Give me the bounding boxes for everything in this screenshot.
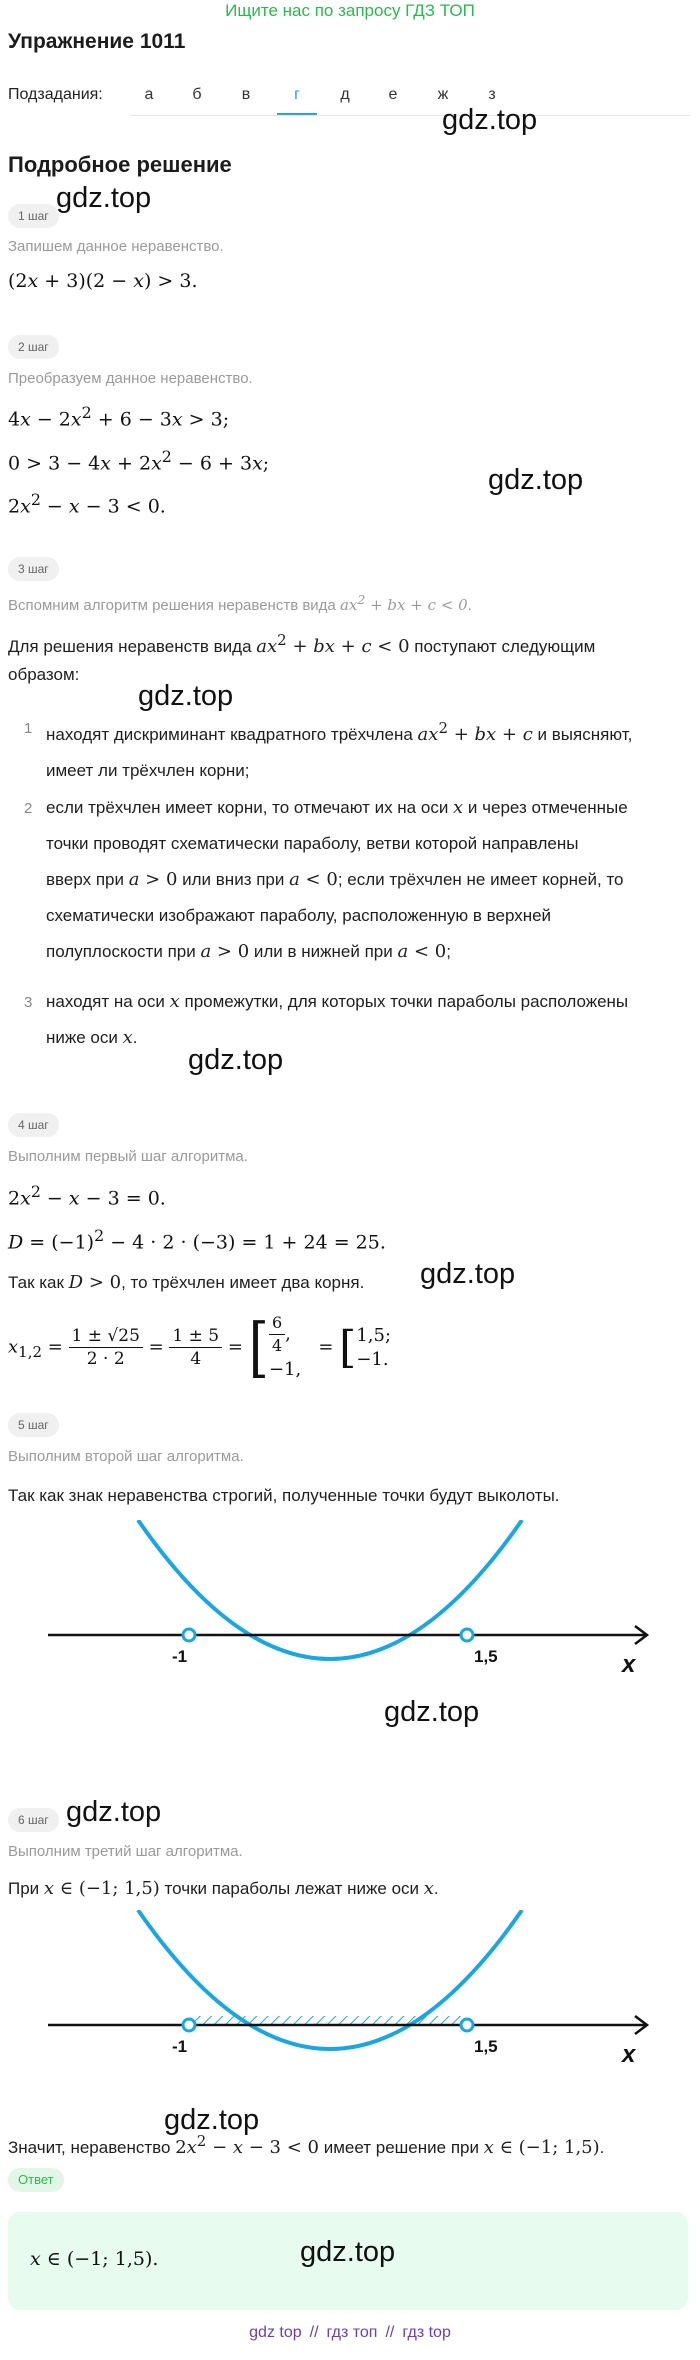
right-root-point <box>461 1629 473 1641</box>
step-2-formula-1: $4x - 2x^2 + 6 - 3x > 3$; <box>8 403 230 431</box>
step-4-roots: $x_{1,2}$ = $\frac{1 \pm √25}{2 \cdot 2}$ = $\frac{1 \pm 5}{4}$ = [ $\frac{6}{4}$ , −1, = [1,5; −1. <box>8 1310 392 1385</box>
page-title: Упражнение 1011 <box>8 30 186 53</box>
text-b: точки параболы лежат ниже оси <box>159 1879 424 1898</box>
right-root-label: 1,5 <box>474 1647 498 1666</box>
list-item: находят на оси x промежутки, для которых точки параболы расположены ниже оси x. <box>46 991 629 1048</box>
left-root-point <box>183 1629 195 1641</box>
step-6-hint: Выполним третий шаг алгоритма. <box>8 1843 243 1860</box>
footer-link-3[interactable]: гдз top <box>402 2324 451 2341</box>
tab-d[interactable]: д <box>340 86 350 103</box>
tab-g[interactable]: г <box>294 86 300 103</box>
step-2-hint: Преобразуем данное неравенство. <box>8 370 253 387</box>
parabola-graph-1 <box>0 1520 700 1700</box>
search-banner[interactable]: Ищите нас по запросу ГДЗ ТОП <box>225 1 475 20</box>
footer-separator: // <box>309 2324 319 2341</box>
text-a: Так как <box>8 1273 69 1292</box>
watermark: gdz.top <box>442 104 538 136</box>
watermark: gdz.top <box>66 1796 162 1828</box>
tab-z[interactable]: з <box>488 86 496 103</box>
tab-b[interactable]: б <box>192 86 202 103</box>
concl-a: Значит, неравенство <box>8 2138 176 2157</box>
step-1-hint: Запишем данное неравенство. <box>8 238 224 255</box>
list-text: промежутки, для которых точки параболы расположены <box>179 992 629 1011</box>
step-4-formula-2: $D = (-1)^2 - 4 \cdot 2 \cdot (-3) = 1 + 24 = 25$. <box>8 1226 386 1254</box>
list-text: или вниз при <box>177 870 290 889</box>
step-5-text: Так как знак неравенства строгий, полученные точки будут выколоты. <box>8 1486 560 1505</box>
concl-c: . <box>599 2138 605 2157</box>
answer-badge: Ответ <box>8 2168 64 2192</box>
list-text: находят дискриминант квадратного трёхчлена <box>46 725 418 744</box>
watermark: gdz.top <box>420 1258 516 1290</box>
list-text: схематически изображают параболу, расположенную в верхней <box>46 906 552 925</box>
footer-link-2[interactable]: гдз топ <box>326 2324 378 2341</box>
list-text: имеет ли трёхчлен корни; <box>46 761 250 780</box>
axis-label: x <box>622 2041 636 2068</box>
intro-text-b: поступают следующим <box>409 637 596 656</box>
step-6-badge: 6 шаг <box>8 1808 59 1832</box>
step-2-formula-2: $0 > 3 - 4x + 2x^2 - 6 + 3x$; <box>8 447 270 475</box>
list-text: полуплоскости при <box>46 942 201 961</box>
intro-text-a: Для решения неравенств вида <box>8 637 257 656</box>
step-6-text: При x ∈ (−1; 1,5) точки параболы лежат ниже оси x. <box>8 1878 439 1899</box>
step-5-badge: 5 шаг <box>8 1413 59 1437</box>
list-text: ; <box>446 942 451 961</box>
tab-v[interactable]: в <box>241 86 251 103</box>
left-root-label: -1 <box>172 2037 188 2056</box>
watermark: gdz.top <box>488 464 584 496</box>
step-2-formula-3: $2x^2 - x - 3 < 0$. <box>8 490 166 518</box>
step-3-intro-1: Для решения неравенств вида $ax^2$ + bx + c < 0 поступают следующим <box>8 631 596 657</box>
watermark: gdz.top <box>164 2104 260 2136</box>
list-text: или в нижней при <box>249 942 398 961</box>
step-3-hint: Вспомним алгоритм решения неравенств вида $ax^2$ + bx + c < 0. <box>8 592 472 614</box>
footer-separator: // <box>385 2324 395 2341</box>
active-tab-indicator <box>277 113 317 115</box>
step-2-badge: 2 шаг <box>8 335 59 359</box>
step-3-badge: 3 шаг <box>8 557 59 581</box>
tab-zh[interactable]: ж <box>437 86 449 103</box>
parabola-graph-2 <box>0 1910 700 2090</box>
concl-b: имеет решение при <box>319 2138 484 2157</box>
footer-link-1[interactable]: gdz top <box>249 2324 302 2341</box>
list-text: и выясняют, <box>532 725 633 744</box>
right-root-label: 1,5 <box>474 2037 498 2056</box>
list-item-number: 3 <box>24 994 33 1011</box>
step-6-conclusion: Значит, неравенство $2x^2 - x - 3 < 0$ имеет решение при x ∈ (−1; 1,5). <box>8 2132 605 2158</box>
step-4-formula-1: $2x^2 - x - 3 = 0$. <box>8 1182 166 1210</box>
answer-value: x ∈ (−1; 1,5). <box>30 2248 159 2270</box>
right-root-point <box>461 2019 473 2031</box>
text-b: , то трёхчлен имеет два корня. <box>121 1273 365 1292</box>
list-text: ниже оси <box>46 1028 123 1047</box>
watermark: gdz.top <box>56 182 152 214</box>
step-4-badge: 4 шаг <box>8 1113 59 1137</box>
tab-e[interactable]: е <box>388 86 398 103</box>
left-root-point <box>183 2019 195 2031</box>
step-3-hint-text: Вспомним алгоритм решения неравенств вида <box>8 597 340 614</box>
text-a: При <box>8 1879 44 1898</box>
list-text: находят на оси <box>46 992 170 1011</box>
step-4-text: Так как D > 0, то трёхчлен имеет два корня. <box>8 1272 365 1293</box>
list-item: если трёхчлен имеет корни, то отмечают их на оси x и через отмеченные точки проводят схематически параболу, ветви которой направлены вверх при a > 0 или вниз при a < 0; если трёхчлен не имеет корней, то схематически изображают параболу, расположенную в верхней полуплоскости при a > 0 или в нижней при a < 0; <box>46 797 628 962</box>
watermark: gdz.top <box>138 680 234 712</box>
solution-title: Подробное решение <box>8 152 232 177</box>
footer-links <box>0 2324 700 2342</box>
step-4-hint: Выполним первый шаг алгоритма. <box>8 1148 248 1165</box>
left-root-label: -1 <box>172 1647 188 1666</box>
list-item: находят дискриминант квадратного трёхчлена $ax^2$ + bx + c и выясняют, имеет ли трёхчлен корни; <box>46 719 633 780</box>
list-text: . <box>132 1028 138 1047</box>
tab-a[interactable]: а <box>144 86 154 103</box>
axis-label: x <box>622 1651 636 1678</box>
text-c: . <box>433 1879 439 1898</box>
list-text: точки проводят схематически параболу, ветви которой направлены <box>46 834 579 853</box>
list-text: ; если трёхчлен не имеет корней, то <box>337 870 624 889</box>
watermark: gdz.top <box>188 1044 284 1076</box>
step-1-badge: 1 шаг <box>8 204 59 228</box>
list-item-number: 1 <box>24 720 33 737</box>
list-text: если трёхчлен имеет корни, то отмечают их на оси <box>46 798 454 817</box>
step-5-hint: Выполним второй шаг алгоритма. <box>8 1448 244 1465</box>
list-text: вверх при <box>46 870 129 889</box>
step-1-formula: (2x + 3)(2 − x) > 3. <box>8 270 198 292</box>
subtasks-label: Подзадания: <box>8 86 103 103</box>
list-item-number: 2 <box>24 800 33 817</box>
step-3-intro-2: образом: <box>8 665 80 684</box>
list-text: и через отмеченные <box>463 798 628 817</box>
watermark: gdz.top <box>300 2236 396 2268</box>
tabs-divider <box>130 115 690 116</box>
watermark: gdz.top <box>384 1696 480 1728</box>
